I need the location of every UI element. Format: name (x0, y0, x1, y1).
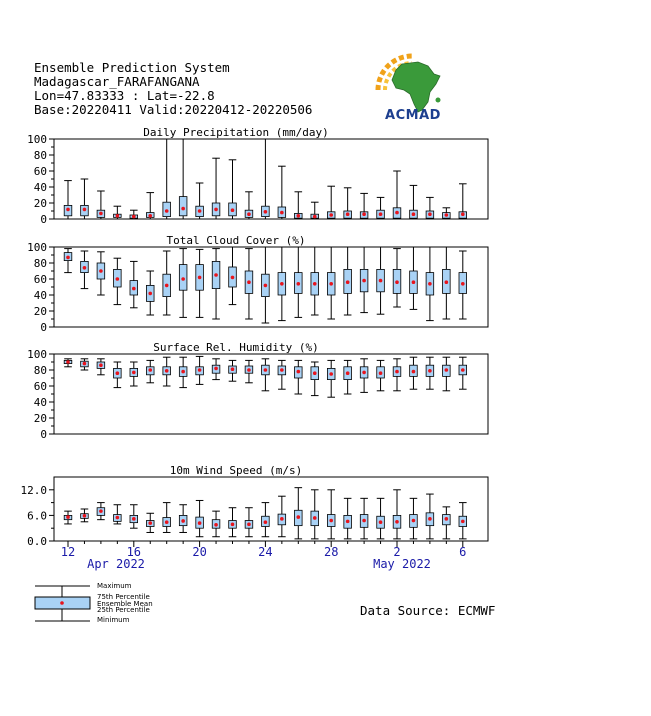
mean-dot (231, 276, 235, 280)
mean-dot (66, 515, 70, 519)
header-line-4: Base:20220411 Valid:20220412-20220506 (34, 102, 313, 117)
mean-dot (395, 520, 399, 524)
y-tick-label: 80 (33, 257, 47, 270)
x-tick-label: 12 (60, 545, 76, 559)
mean-dot (280, 368, 284, 372)
mean-dot (247, 280, 251, 284)
mean-dot (148, 368, 152, 372)
plot-frame (54, 354, 488, 434)
legend-p75-label: 75th Percentile (97, 592, 150, 601)
mean-dot (165, 284, 169, 288)
mean-dot (379, 212, 383, 216)
y-tick-label: 40 (33, 181, 47, 194)
mean-dot (428, 517, 432, 521)
data-source-text: Data Source: ECMWF (360, 603, 496, 618)
mean-dot (346, 212, 350, 216)
y-tick-label: 20 (33, 412, 47, 425)
y-tick-label: 0 (40, 213, 47, 226)
mean-dot (66, 256, 70, 260)
month-label-may: May 2022 (373, 557, 431, 571)
mean-dot (346, 371, 350, 375)
mean-dot (165, 209, 169, 213)
y-tick-label: 0 (40, 321, 47, 334)
mean-dot (395, 211, 399, 215)
iqr-box (179, 197, 187, 216)
mean-dot (83, 362, 87, 366)
mean-dot (362, 371, 366, 375)
y-tick-label: 60 (33, 165, 47, 178)
mean-dot (264, 284, 268, 288)
mean-dot (83, 208, 87, 212)
mean-dot (165, 520, 169, 524)
legend-minimum-label: Minimum (97, 616, 130, 625)
plot-frame (54, 139, 488, 219)
mean-dot (132, 517, 136, 521)
y-tick-label: 40 (33, 289, 47, 302)
y-tick-label: 6.0 (27, 509, 47, 523)
mean-dot (346, 280, 350, 284)
mean-dot (313, 215, 317, 219)
mean-dot (280, 211, 284, 215)
mean-dot (214, 273, 218, 277)
y-tick-label: 100 (27, 348, 47, 361)
y-tick-label: 20 (33, 305, 47, 318)
mean-dot (346, 520, 350, 524)
mean-dot (181, 370, 185, 374)
mean-dot (99, 269, 103, 273)
mean-dot (297, 515, 301, 519)
chart-title: Surface Rel. Humidity (%) (153, 341, 319, 354)
mean-dot (165, 369, 169, 373)
y-tick-label: 80 (33, 149, 47, 162)
mean-dot (412, 212, 416, 216)
mean-dot (461, 282, 465, 286)
mean-dot (148, 214, 152, 218)
mean-dot (148, 521, 152, 525)
x-tick-label: 20 (192, 545, 207, 559)
legend-labels (97, 583, 153, 624)
mean-dot (198, 368, 202, 372)
mean-dot (329, 372, 333, 376)
chart-title: Daily Precipitation (mm/day) (143, 126, 329, 139)
legend-maximum-label: Maximum (97, 582, 132, 590)
mean-dot (132, 371, 136, 375)
mean-dot (461, 520, 465, 524)
acmad-logo-text: ACMAD (385, 108, 441, 123)
month-label-apr: Apr 2022 (87, 557, 145, 571)
mean-dot (198, 521, 202, 525)
mean-dot (181, 277, 185, 281)
mean-dot (461, 212, 465, 216)
y-tick-label: 60 (33, 273, 47, 286)
mean-dot (231, 367, 235, 371)
mean-dot (313, 371, 317, 375)
mean-dot (214, 367, 218, 371)
y-tick-label: 20 (33, 197, 47, 210)
mean-dot (445, 368, 449, 372)
mean-dot (198, 209, 202, 213)
mean-dot (132, 287, 136, 291)
mean-dot (99, 363, 103, 367)
plot-frame (54, 477, 488, 541)
mean-dot (329, 519, 333, 523)
mean-dot (214, 208, 218, 212)
x-tick-label: 28 (323, 545, 339, 559)
mean-dot (247, 212, 251, 216)
y-tick-label: 0.0 (27, 535, 47, 548)
mean-dot (99, 509, 103, 513)
mean-dot (83, 514, 87, 518)
y-tick-label: 40 (33, 396, 47, 409)
mean-dot (445, 517, 449, 521)
mean-dot (116, 277, 120, 281)
mean-dot (412, 370, 416, 374)
mean-dot (99, 212, 103, 216)
mean-dot (181, 519, 185, 523)
y-tick-label: 0 (40, 428, 47, 441)
x-tick-label: 24 (258, 545, 273, 559)
chart-title: Total Cloud Cover (%) (166, 234, 306, 247)
legend-mean-label: Ensemble Mean (97, 599, 153, 608)
mean-dot (379, 371, 383, 375)
y-tick-label: 100 (27, 133, 47, 146)
y-tick-label: 12.0 (20, 483, 47, 497)
legend-p25-label: 25th Percentile (97, 606, 150, 615)
mean-dot (428, 282, 432, 286)
mean-dot (181, 207, 185, 211)
mean-dot (83, 266, 87, 270)
y-tick-label: 80 (33, 364, 47, 377)
mean-dot (362, 519, 366, 523)
mean-dot (412, 519, 416, 523)
mean-dot (313, 282, 317, 286)
mean-dot (297, 214, 301, 218)
mean-dot (116, 214, 120, 218)
y-tick-label: 60 (33, 380, 47, 393)
legend-mean-dot (60, 601, 64, 605)
mean-dot (329, 282, 333, 286)
mean-dot (362, 279, 366, 283)
mean-dot (362, 212, 366, 216)
mean-dot (445, 213, 449, 217)
mean-dot (132, 215, 136, 219)
mean-dot (379, 520, 383, 524)
header-line-1: Ensemble Prediction System (34, 60, 230, 75)
mean-dot (445, 280, 449, 284)
mean-dot (461, 368, 465, 372)
mean-dot (329, 213, 333, 217)
mean-dot (231, 208, 235, 212)
mean-dot (395, 280, 399, 284)
x-tick-label: 6 (459, 545, 467, 559)
mean-dot (297, 370, 301, 374)
mean-dot (116, 371, 120, 375)
header-line-2: Madagascar_FARAFANGANA (34, 74, 200, 89)
mean-dot (428, 212, 432, 216)
mean-dot (247, 368, 251, 372)
mean-dot (428, 369, 432, 373)
mean-dot (412, 280, 416, 284)
mean-dot (395, 370, 399, 374)
mean-dot (116, 516, 120, 520)
mean-dot (264, 368, 268, 372)
mean-dot (66, 360, 70, 364)
mean-dot (148, 292, 152, 296)
mean-dot (264, 520, 268, 524)
mean-dot (264, 210, 268, 214)
mean-dot (379, 279, 383, 283)
mean-dot (214, 523, 218, 527)
chart-title: 10m Wind Speed (m/s) (169, 464, 303, 477)
mean-dot (198, 276, 202, 280)
y-tick-label: 100 (27, 241, 47, 254)
x-tick-label: 16 (126, 545, 142, 559)
mean-dot (231, 523, 235, 527)
mean-dot (280, 517, 284, 521)
mean-dot (247, 523, 251, 527)
x-tick-label: 2 (393, 545, 401, 559)
header-line-3: Lon=47.83333 : Lat=-22.8 (34, 88, 215, 103)
mean-dot (313, 516, 317, 520)
mean-dot (280, 282, 284, 286)
mean-dot (66, 208, 70, 212)
mean-dot (297, 282, 301, 286)
